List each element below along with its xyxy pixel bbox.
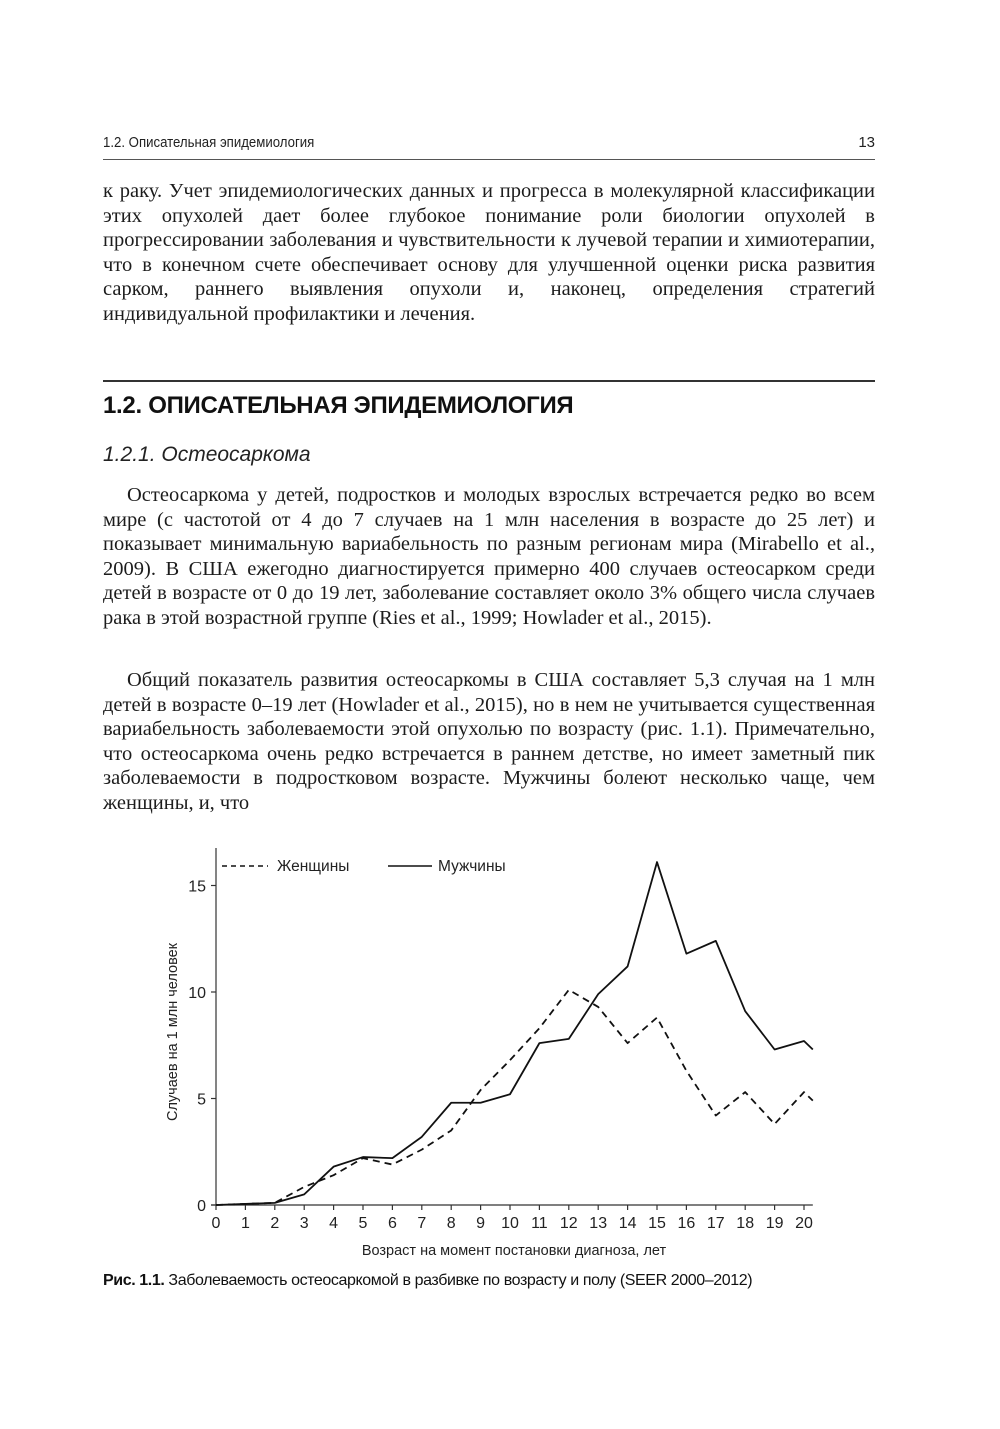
section-title: 1.2. ОПИСАТЕЛЬНАЯ ЭПИДЕМИОЛОГИЯ [103,392,574,419]
y-axis-label: Случаев на 1 млн человек [165,942,181,1122]
x-tick-label: 16 [677,1215,696,1232]
running-title: 1.2. Описательная эпидемиология [103,134,315,151]
y-tick-label: 15 [188,878,206,896]
x-tick-label: 10 [501,1215,519,1232]
paragraph-osteo-1: Остеосаркома у детей, подростков и молодых взрослых встречается редко во всем мире (с частотой от 4 до 7 случаев на 1 млн населения в возрасте до 25 лет) и показывает минимальную вариабельность по разным регионам мира (Mirabello et al., 2009). В США ежегодно диагностируется примерно 400 случаев остеосарком среди детей в возрасте от 0 до 19 лет, заболевание составляет около 3% общего числа случаев рака в этой возрастной группе (Ries et al., 1999; Howlader et al., 2015). [103,484,875,629]
x-tick-label: 17 [706,1215,725,1232]
x-tick-label: 3 [299,1215,309,1232]
x-tick-label: 18 [736,1215,755,1232]
x-tick-label: 19 [765,1215,784,1232]
x-tick-label: 6 [387,1215,397,1232]
x-tick-label: 1 [240,1215,250,1232]
legend-label: Мужчины [438,858,506,875]
x-tick-label: 14 [618,1215,637,1232]
x-tick-label: 0 [211,1215,221,1232]
figure-caption-text: Заболеваемость остеосаркомой в разбивке по возрасту и полу (SEER 2000–2012) [164,1272,753,1289]
x-tick-label: 5 [358,1215,368,1232]
figure-label: Рис. 1.1. [103,1272,165,1289]
chart-axes [188,848,813,1232]
x-tick-label: 15 [648,1215,666,1232]
y-tick-label: 5 [197,1091,206,1109]
x-tick-label: 7 [417,1215,427,1232]
x-tick-label: 20 [795,1215,813,1232]
legend-label: Женщины [277,858,350,875]
chart-legend [222,858,506,875]
paragraph-osteo-2: Общий показатель развития остеосаркомы в США составляет 5,3 случая на 1 млн детей в возрасте 0–19 лет (Howlader et al., 2015), но в нем не учитывается существенная вариабельность заболеваемости этой опухолью по возрасту (рис. 1.1). Примечательно, что остеосаркома очень редко встречается в раннем детстве, но имеет заметный пик заболеваемости в подростковом возрасте. Мужчины болеют несколько чаще, чем женщины, и, что [103,669,875,814]
x-tick-label: 9 [476,1215,486,1232]
x-axis-label: Возраст на момент постановки диагноза, лет [361,1243,667,1259]
y-tick-label: 0 [197,1198,206,1215]
x-tick-label: 8 [446,1215,456,1232]
subsection-title: 1.2.1. Остеосаркома [103,443,311,466]
page-number: 13 [858,134,875,151]
male-series-line [216,862,813,1205]
x-tick-label: 2 [270,1215,280,1232]
x-tick-label: 13 [589,1215,608,1232]
x-tick-label: 11 [531,1215,548,1232]
paragraph-intro: к раку. Учет эпидемиологических данных и прогресса в молекулярной классификации этих опухолей дает более глубокое понимание роли биологии опухолей в прогрессировании заболевания и чувствительности к лучевой терапии и химиотерапии, что в конечном счете обеспечивает основу для улучшенной оценки риска развития сарком, раннего выявления опухоли и, наконец, определения стратегий индивидуальной профилактики и лечения. [103,180,875,325]
x-tick-label: 12 [559,1215,578,1232]
x-tick-label: 4 [329,1215,339,1232]
figure-caption [103,1272,875,1290]
female-series-line [216,990,813,1205]
chart-series [216,862,813,1205]
y-tick-label: 10 [188,985,206,1002]
